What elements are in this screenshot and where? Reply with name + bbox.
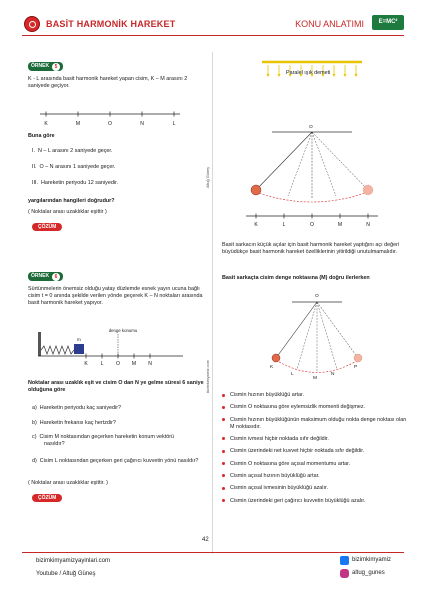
tick-label: L (172, 121, 176, 127)
tick-label: L (282, 222, 286, 228)
example1-question: K - L arasında basit harmonik hareket yapan cisim, K – M arasını 2 saniyede geçiyor. (28, 76, 188, 90)
statement-text: O – N arasını 1 saniyede geçer. (39, 164, 116, 170)
footer-rule (22, 552, 404, 553)
section-title: KONU ANLATIMI (295, 19, 364, 29)
question-c (32, 434, 182, 448)
list-item: Cismin açısal hızının büyüklüğü artar. (222, 473, 412, 480)
ray-arrow (344, 74, 347, 77)
string-m (312, 132, 336, 196)
example2-question: Sürtünmelerin önemsiz olduğu yatay düzlemde esnek yayın ucuna bağlı cisim t = 0 anında şekilde verilen yönde geçerek K – N noktaları arasında basit harmonik hareket yapıyor. (28, 286, 203, 307)
tick-label: O (108, 121, 112, 127)
pendulum-bob (272, 354, 280, 362)
wall (38, 332, 41, 356)
logo-icon (24, 16, 40, 32)
footer-social2[interactable]: altug_gunes (352, 570, 385, 576)
list-item: Cismin üzerindeki geri çağırıcı kuvvetin büyüklüğü azalır. (222, 498, 412, 505)
question-a (32, 405, 202, 412)
string-right (312, 132, 368, 190)
statement-num: III. (32, 180, 38, 186)
list-item: Cismin hızının büyüklüğünün maksimum olduğu nokta denge noktası olan M noktasıdır. (222, 417, 412, 431)
example-badge (28, 272, 63, 281)
question-text: Cisim L noktasından geçerken geri çağırıcı kuvvetin yönü nasıldır? (39, 458, 199, 464)
example-badge-label: ÖRNEK (31, 273, 50, 279)
p2-pivot: O (315, 294, 319, 299)
mass-label: m (77, 337, 81, 342)
ray-arrow (333, 74, 336, 77)
pendulum-subheading: Basit sarkaçta cisim denge noktasına (M) doğru ilerlerken (222, 275, 370, 281)
footer-youtube-link[interactable]: Youtube / Altuğ Güneş (36, 571, 96, 577)
mass-block (74, 344, 84, 354)
buna-gore: Buna göre (28, 133, 55, 139)
tick-label: N (148, 361, 152, 367)
string-l (297, 302, 317, 369)
spring-icon (41, 346, 74, 354)
tick-label: M (131, 361, 137, 367)
which-question: yargılarından hangileri doğrudur? (28, 198, 115, 204)
list-item: Cismin O noktasına göre açısal momentumu artar. (222, 461, 412, 468)
pivot-label: O (309, 125, 313, 130)
tick-label: K (84, 361, 88, 367)
p2-m: M (313, 376, 317, 381)
footer-site-link[interactable]: bizimkimyamizyayinlari.com (36, 558, 111, 564)
solution-button[interactable]: ÇÖZÜM (32, 494, 62, 502)
header-rule (22, 35, 404, 37)
page-number: 42 (202, 537, 209, 543)
list-item: Cismin açısal ivmesinin büyüklüğü azalır. (222, 485, 412, 492)
statement-2 (32, 164, 115, 171)
instagram-icon (340, 569, 349, 578)
example1-line-diagram (40, 108, 190, 128)
question-b (32, 420, 202, 427)
list-item: Cismin O noktasına göre eylemsizlik momenti değişmez. (222, 404, 412, 411)
spring-ticks (84, 354, 152, 368)
statement-num: II. (32, 164, 37, 170)
pendulum-paragraph: Basit sarkacın küçük açılar için basit harmonik hareket yaptığını açı değeri büyüdükçe basit harmonik hareket özelliklerinin yitirildiği unutulmamalıdır. (222, 242, 400, 256)
p2-n: N (331, 372, 335, 377)
light-label: Paralel ışık demeti (286, 70, 331, 76)
example2-intro: Noktalar arası uzaklık eşit ve cisim O dan N ye gelme süresi 6 saniye olduğuna göre (28, 380, 204, 394)
statement-1 (32, 148, 112, 155)
list-item: Cismin ivmesi hiçbir noktada sıfır değildir. (222, 436, 412, 443)
statement-num: I. (32, 148, 35, 154)
p2-l: L (291, 372, 294, 377)
solution-button[interactable]: ÇÖZÜM (32, 223, 62, 231)
tick-label: L (100, 361, 104, 367)
string-k (276, 302, 317, 358)
example-number: 6 (52, 273, 60, 281)
pendulum-bob (251, 185, 261, 195)
question-text: Cisim M noktasından geçerken hareketin konum vektörü nasıldır? (39, 434, 175, 448)
tick-label: N (366, 222, 370, 228)
example-badge-label: ÖRNEK (31, 63, 50, 69)
tick-label: M (75, 121, 81, 127)
pendulum-two-diagram (262, 290, 372, 390)
string-l (288, 132, 312, 196)
string-n (317, 302, 337, 369)
footer-social1[interactable]: bizimkimyamiz (352, 557, 391, 563)
page-title: BASİT HARMONİK HAREKET (46, 19, 176, 29)
tick-label: M (337, 222, 343, 228)
string-left (256, 132, 312, 190)
question-text: Hareketin frekansı kaç hertzdir? (39, 420, 116, 426)
section-badge: E=MC² (372, 15, 404, 30)
pendulum-bob-ghost (354, 354, 362, 362)
example2-note: ( Noktalar arası uzaklıklar eşittir. ) (28, 480, 108, 486)
ray-arrow (278, 74, 281, 77)
example1-note: ( Noktalar arası uzaklıklar eşittir ) (28, 209, 107, 215)
example-badge (28, 62, 63, 71)
list-item: Cismin hızının büyüklüğü artar. (222, 392, 412, 399)
tick-label: O (116, 361, 120, 367)
facebook-icon (340, 556, 349, 565)
example-number: 5 (52, 63, 60, 71)
question-num: a) (32, 405, 37, 411)
tick-label: K (254, 222, 258, 228)
ray-arrow (267, 74, 270, 77)
column-divider (212, 52, 213, 554)
vertical-author: Altuğ Güneş (206, 167, 210, 188)
page-header (22, 16, 404, 34)
question-num: d) (32, 458, 37, 464)
question-d (32, 458, 202, 465)
statement-text: Hareketin periyodu 12 saniyedir. (41, 180, 119, 186)
tick-label: K (44, 121, 48, 127)
statement-3 (32, 180, 118, 187)
p2-k: K (270, 365, 274, 370)
statement-text: N – L arasını 2 saniyede geçer. (38, 148, 113, 154)
ray-arrow (355, 74, 358, 77)
string-p (317, 302, 358, 358)
question-num: c) (32, 434, 37, 440)
tick-label: O (310, 222, 314, 228)
tick-label: N (140, 121, 144, 127)
list-item: Cismin üzerindeki net kuvvet hiçbir noktada sıfır değildir. (222, 448, 412, 455)
p2-p: P (354, 365, 358, 370)
question-text: Hareketin periyodu kaç saniyedir? (39, 405, 121, 411)
equilibrium-label: denge konumu (108, 328, 138, 333)
pendulum-facts-list (222, 392, 412, 510)
vertical-site: bizimkimyamiz.com (206, 360, 210, 393)
pendulum-bob-ghost (363, 185, 373, 195)
spring-diagram (38, 328, 188, 368)
pendulum-light-diagram (232, 56, 392, 246)
question-num: b) (32, 420, 37, 426)
